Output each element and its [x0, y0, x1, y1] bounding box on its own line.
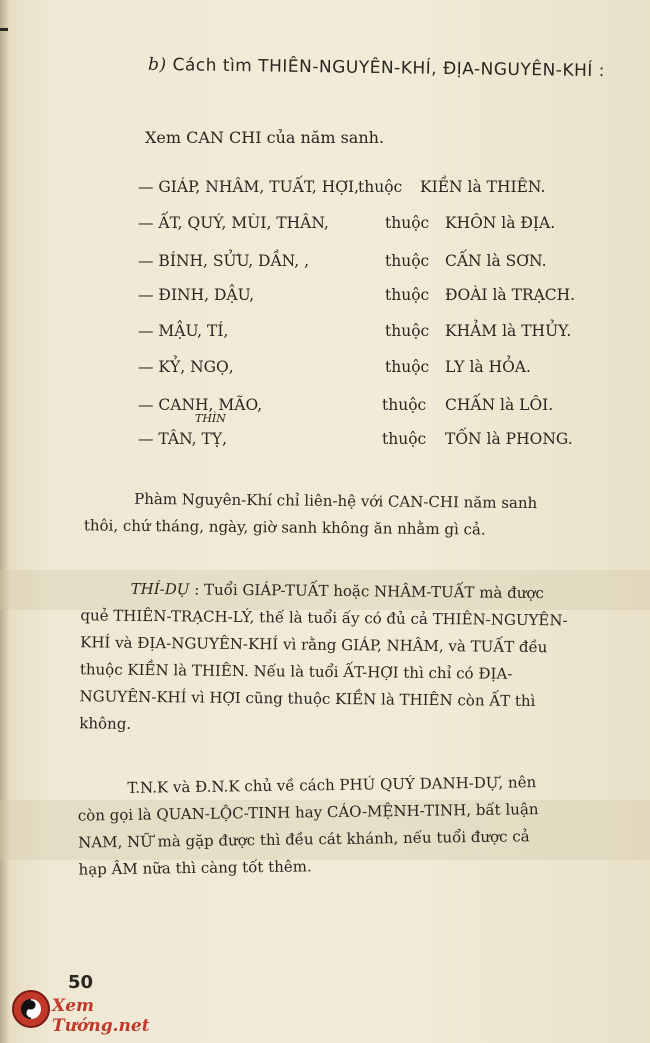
text-line: còn gọi là QUAN-LỘC-TINH hay CÁO-MỆNH-TINH, bất luận: [77, 800, 539, 825]
section-letter: b): [147, 54, 167, 76]
heading-text: Cách tìm THIÊN-NGUYÊN-KHÍ, ĐỊA-NGUYÊN-KHÍ :: [172, 55, 606, 82]
trigram-row: [0, 178, 650, 206]
trigram-result: ĐOÀI là TRẠCH.: [445, 286, 576, 304]
belongs-label: thuộc: [382, 396, 427, 414]
belongs-label: thuộc: [385, 358, 430, 376]
trigram-result: KHÔN là ĐỊA.: [445, 214, 556, 232]
page-binding-shadow: [0, 0, 10, 1043]
stems-label: — TÂN, TỴ,: [138, 430, 228, 448]
trigram-result: KIỀN là THIÊN.: [420, 178, 546, 196]
trigram-result: CHẤN là LÔI.: [445, 396, 554, 414]
stems-label: — ĐINH, DẬU,: [138, 286, 255, 304]
text-line: NGUYÊN-KHÍ vì HỢI cũng thuộc KIỀN là THIÊN còn ẤT thì: [79, 687, 536, 711]
trigram-row: [0, 286, 650, 314]
trigram-row: [0, 322, 650, 350]
intro-line: Xem CAN CHI của năm sanh.: [145, 128, 385, 147]
corner-mark: [0, 28, 8, 31]
belongs-label: thuộc: [385, 322, 430, 340]
stems-label: — ẤT, QUÝ, MÙI, THÂN,: [138, 214, 329, 232]
stems-label: — CANH, MÃO,: [138, 396, 263, 414]
yin-yang-icon: [12, 990, 50, 1028]
trigram-result: TỐN là PHONG.: [445, 430, 573, 448]
stems-label: — MẬU, TÍ,: [138, 322, 229, 340]
trigram-result: KHẢM là THỦY.: [445, 322, 572, 340]
watermark-logo: [8, 988, 178, 1036]
stems-label: — GIÁP, NHÂM, TUẤT, HỢI,: [138, 178, 360, 196]
text-line: quẻ THIÊN-TRẠCH-LÝ, thế là tuổi ấy có đủ cả THIÊN-NGUYÊN-: [80, 606, 568, 630]
text-line: Phàm Nguyên-Khí chỉ liên-hệ với CAN-CHI năm sanh: [134, 489, 538, 513]
section-heading: [148, 55, 605, 81]
paragraph-example: [79, 575, 599, 742]
text-line: thôi, chứ tháng, ngày, giờ sanh không ăn nhằm gì cả.: [83, 516, 486, 539]
text-line: NAM, NỮ mà gặp được thì đều cát khánh, nếu tuổi được cả: [78, 827, 530, 852]
belongs-label: thuộc: [382, 430, 427, 448]
text-line: không.: [79, 714, 132, 733]
stems-label: — KỶ, NGỌ,: [138, 358, 234, 376]
text-line: hạp ÂM nữa thì càng tốt thêm.: [78, 857, 312, 879]
belongs-label: thuộc: [358, 178, 403, 196]
belongs-label: thuộc: [385, 286, 430, 304]
trigram-result: CẤN là SƠN.: [445, 252, 547, 270]
text-line: T.N.K và Đ.N.K chủ về cách PHÚ QUÝ DANH-DỰ, nên: [127, 773, 537, 797]
text-line: thuộc KIỀN là THIÊN. Nếu là tuổi ẤT-HỢI thì chỉ có ĐỊA-: [79, 660, 513, 683]
paragraph-summary: [77, 768, 590, 883]
paragraph-note: [84, 485, 595, 544]
stems-label: — BÍNH, SỬU, DẦN, ,: [138, 252, 310, 270]
trigram-row: [0, 430, 650, 458]
text-line: KHÍ và ĐỊA-NGUYÊN-KHÍ vì rằng GIÁP, NHÂM, và TUẤT đều: [80, 633, 548, 657]
belongs-label: thuộc: [385, 252, 430, 270]
text-line: : Tuổi GIÁP-TUẤT hoặc NHÂM-TUẤT mà được: [194, 580, 544, 603]
trigram-row: [0, 396, 650, 424]
belongs-label: thuộc: [385, 214, 430, 232]
page-number: 50: [68, 972, 94, 993]
trigram-row: [0, 214, 650, 242]
trigram-row: [0, 252, 650, 280]
handwritten-annotation: THÌN: [195, 412, 226, 425]
trigram-result: LY là HỎA.: [445, 358, 531, 376]
trigram-row: [0, 358, 650, 386]
example-lead: THÍ-DỤ: [130, 579, 190, 599]
watermark-text: Xem Tướng.net: [52, 996, 150, 1036]
